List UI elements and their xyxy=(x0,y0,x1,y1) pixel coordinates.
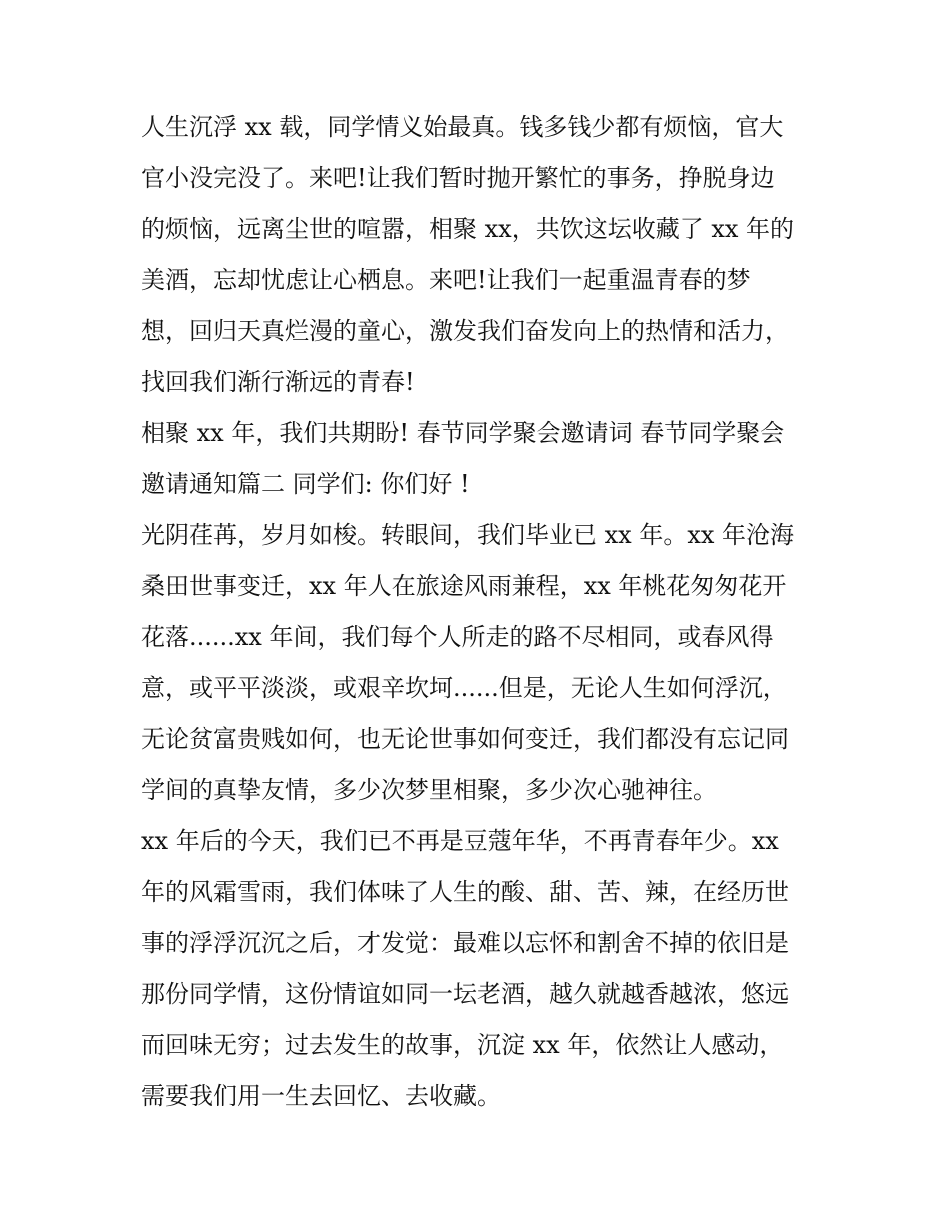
text-line: 桑田世事变迁，xx 年人在旅途风雨兼程，xx 年桃花匆匆花开 xyxy=(141,572,787,600)
text-line: xx 年后的今天，我们已不再是豆蔻年华，不再青春年少。xx xyxy=(141,827,779,855)
text-line: 想，回归天真烂漫的童心，激发我们奋发向上的热情和活力， xyxy=(141,317,789,345)
text-line: 年的风霜雪雨，我们体味了人生的酸、甜、苦、辣，在经历世 xyxy=(141,878,789,906)
text-line: 花落......xx 年间，我们每个人所走的路不尽相同，或春风得 xyxy=(141,623,774,651)
text-line: 光阴荏苒，岁月如梭。转眼间，我们毕业已 xx 年。xx 年沧海 xyxy=(141,521,795,549)
document-body xyxy=(141,102,821,1122)
text-line: 找回我们渐行渐远的青春! xyxy=(141,368,415,396)
text-line: 学间的真挚友情，多少次梦里相聚，多少次心驰神往。 xyxy=(141,776,717,804)
text-line: 邀请通知篇二 同学们: 你们好 ! xyxy=(141,470,470,498)
text-line: 无论贫富贵贱如何，也无论世事如何变迁，我们都没有忘记同 xyxy=(141,725,789,753)
text-line: 的烦恼，远离尘世的喧嚣，相聚 xx，共饮这坛收藏了 xx 年的 xyxy=(141,215,795,243)
text-line: 需要我们用一生去回忆、去收藏。 xyxy=(141,1082,501,1110)
text-line: 事的浮浮沉沉之后，才发觉：最难以忘怀和割舍不掉的依旧是 xyxy=(141,929,789,957)
text-line: 而回味无穷；过去发生的故事，沉淀 xx 年，依然让人感动， xyxy=(141,1031,784,1059)
text-line: 相聚 xx 年，我们共期盼! 春节同学聚会邀请词 春节同学聚会 xyxy=(141,419,785,447)
text-line: 人生沉浮 xx 载，同学情义始最真。钱多钱少都有烦恼，官大 xyxy=(141,113,784,141)
text-line: 美酒，忘却忧虑让心栖息。来吧!让我们一起重温青春的梦 xyxy=(141,266,751,294)
text-line: 意，或平平淡淡，或艰辛坎坷......但是，无论人生如何浮沉， xyxy=(141,674,787,702)
text-line: 官小没完没了。来吧!让我们暂时抛开繁忙的事务，挣脱身边 xyxy=(141,164,775,192)
text-line: 那份同学情，这份情谊如同一坛老酒，越久就越香越浓，悠远 xyxy=(141,980,789,1008)
